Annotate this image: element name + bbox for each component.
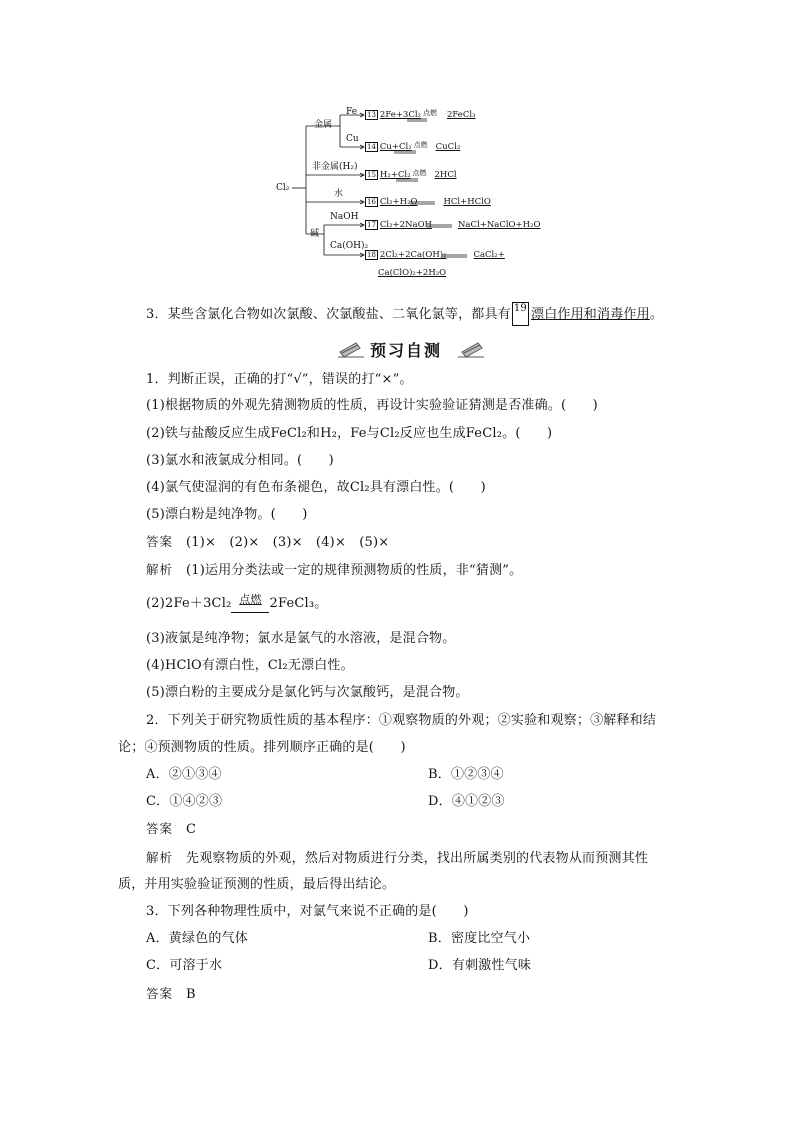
q2-option-b: B．①②③④ [428,767,504,782]
answer-box-18: 18 [367,251,376,259]
root-cl2: Cl₂ [276,183,290,193]
q2-analysis-2: 质，并用实验验证预测的性质，最后得出结论。 [118,877,396,892]
p3-answer: 漂白作用和消毒作用 [531,307,650,322]
eq17-right: NaCl+NaClO+H₂O [457,220,541,230]
eq13-right: 2FeCl₃ [446,110,476,120]
answer-label: 答案 [146,534,174,549]
branch-cu: Cu [346,134,359,144]
p3-end: 。 [649,307,664,322]
eq15-left: H₂+Cl₂ [379,170,411,180]
q3-option-c: C．可溶于水 [146,958,223,973]
q1-analysis-eq [146,595,327,613]
q1-analysis-3: (3)液氯是纯净物；氯水是氯气的水溶液，是混合物。 [146,631,456,646]
branch-water: 水 [334,189,344,199]
eq2-condition [231,593,269,613]
answer-box-14: 14 [367,143,376,151]
equation-16 [365,197,491,208]
branch-caoh2: Ca(OH)₂ [330,241,369,251]
equation-18-cont: Ca(ClO)₂+2H₂O [378,268,447,278]
eq15-cond: 点燃 [412,169,427,177]
eq14-cond: 点燃 [413,141,428,149]
q3-answer-text: B [186,987,196,1002]
eq14-left: Cu+Cl₂ [379,142,412,152]
eq13-cond: 点燃 [422,109,437,117]
branch-fe: Fe [346,107,358,117]
answer-box-19: 19 [512,302,529,326]
q1-item-1: (1)根据物质的外观先猜测物质的性质，再设计实验验证猜测是否准确。( ) [146,398,598,413]
pencil-icon [458,340,484,358]
answer-box-15: 15 [367,171,376,179]
eq17-left: Cl₂+2NaOH [379,220,432,230]
pencil-icon [338,340,364,358]
eq13-left: 2Fe+3Cl₂ [379,110,421,120]
eq18-right: CaCl₂+ [473,250,505,260]
eq16-left: Cl₂+H₂O [379,197,418,207]
q2-analysis-text-1: 先观察物质的外观，然后对物质进行分类，找出所属类别的代表物从而预测其性 [186,851,649,866]
q2-option-a: A．②①③④ [146,767,222,782]
q3-option-d: D．有刺激性气味 [428,958,532,973]
branch-naoh: NaOH [330,212,359,222]
q3-option-a: A．黄绿色的气体 [146,931,248,946]
answer-box-17: 17 [367,221,376,229]
q1-item-5: (5)漂白粉是纯净物。( ) [146,507,308,522]
branch-base: 碱 [310,229,320,239]
section-title: 预习自测 [370,341,443,360]
analysis-label: 解析 [146,562,174,577]
equation-18 [365,250,505,261]
q2-option-c: C．①④②③ [146,794,223,809]
q1-analysis-4: (4)HClO有漂白性，Cl₂无漂白性。 [146,658,354,673]
q1-analysis-5: (5)漂白粉的主要成分是氯化钙与次氯酸钙，是混合物。 [146,685,469,700]
section-banner [338,336,484,360]
q1-answer-text: (1)× (2)× (3)× (4)× (5)× [186,535,390,550]
eq2-bar [231,612,269,613]
q2-answer [146,820,196,839]
eq2-right: 2FeCl₃。 [269,596,328,611]
answer-label: 答案 [146,821,174,836]
q1-analysis-text-1: (1)运用分类法或一定的规律预测物质的性质，非“猜测”。 [186,563,523,578]
eq14-right: CuCl₂ [435,142,461,152]
q1-answer [146,533,389,552]
q1-stem: 1．判断正误，正确的打“√”，错误的打“×”。 [146,372,413,387]
q2-stem-1: 2．下列关于研究物质性质的基本程序：①观察物质的外观；②实验和观察；③解释和结 [146,713,657,728]
q1-analysis-1 [146,561,522,580]
eq2-left: (2)2Fe＋3Cl₂ [146,596,232,611]
analysis-label: 解析 [146,850,174,865]
equation-13 [365,110,475,121]
q1-item-3: (3)氯水和液氯成分相同。( ) [146,453,334,468]
equation-17 [365,220,540,231]
q1-item-4: (4)氯气使湿润的有色布条褪色，故Cl₂具有漂白性。( ) [146,480,486,495]
q2-answer-text: C [186,822,197,837]
answer-box-13: 13 [367,111,376,119]
q1-item-2: (2)铁与盐酸反应生成FeCl₂和H₂，Fe与Cl₂反应也生成FeCl₂。( ) [146,426,553,441]
eq16-right: HCl+HClO [443,197,491,207]
equation-15 [365,170,457,181]
q3-option-b: B．密度比空气小 [428,931,531,946]
answer-label: 答案 [146,986,174,1001]
q3-stem: 3．下列各种物理性质中，对氯气来说不正确的是( ) [146,904,469,919]
q2-stem-2: 论；④预测物质的性质。排列顺序正确的是( ) [118,740,406,755]
branch-metal: 金属 [314,120,333,130]
equation-14 [365,142,460,153]
q2-analysis-1 [146,849,648,868]
q3-answer [146,985,196,1004]
p3-text: 3．某些含氯化合物如次氯酸、次氯酸盐、二氧化氯等，都具有 [146,307,511,322]
eq18-left: 2Cl₂+2Ca(OH)₂ [379,250,447,260]
branch-nonmetal: 非金属(H₂) [312,162,358,172]
eq2-cond-text: 点燃 [239,593,262,606]
chlorine-reaction-tree [270,100,550,282]
q2-option-d: D．④①②③ [428,794,505,809]
eq15-right: 2HCl [434,170,457,180]
answer-box-16: 16 [367,198,376,206]
paragraph-3 [146,303,664,326]
